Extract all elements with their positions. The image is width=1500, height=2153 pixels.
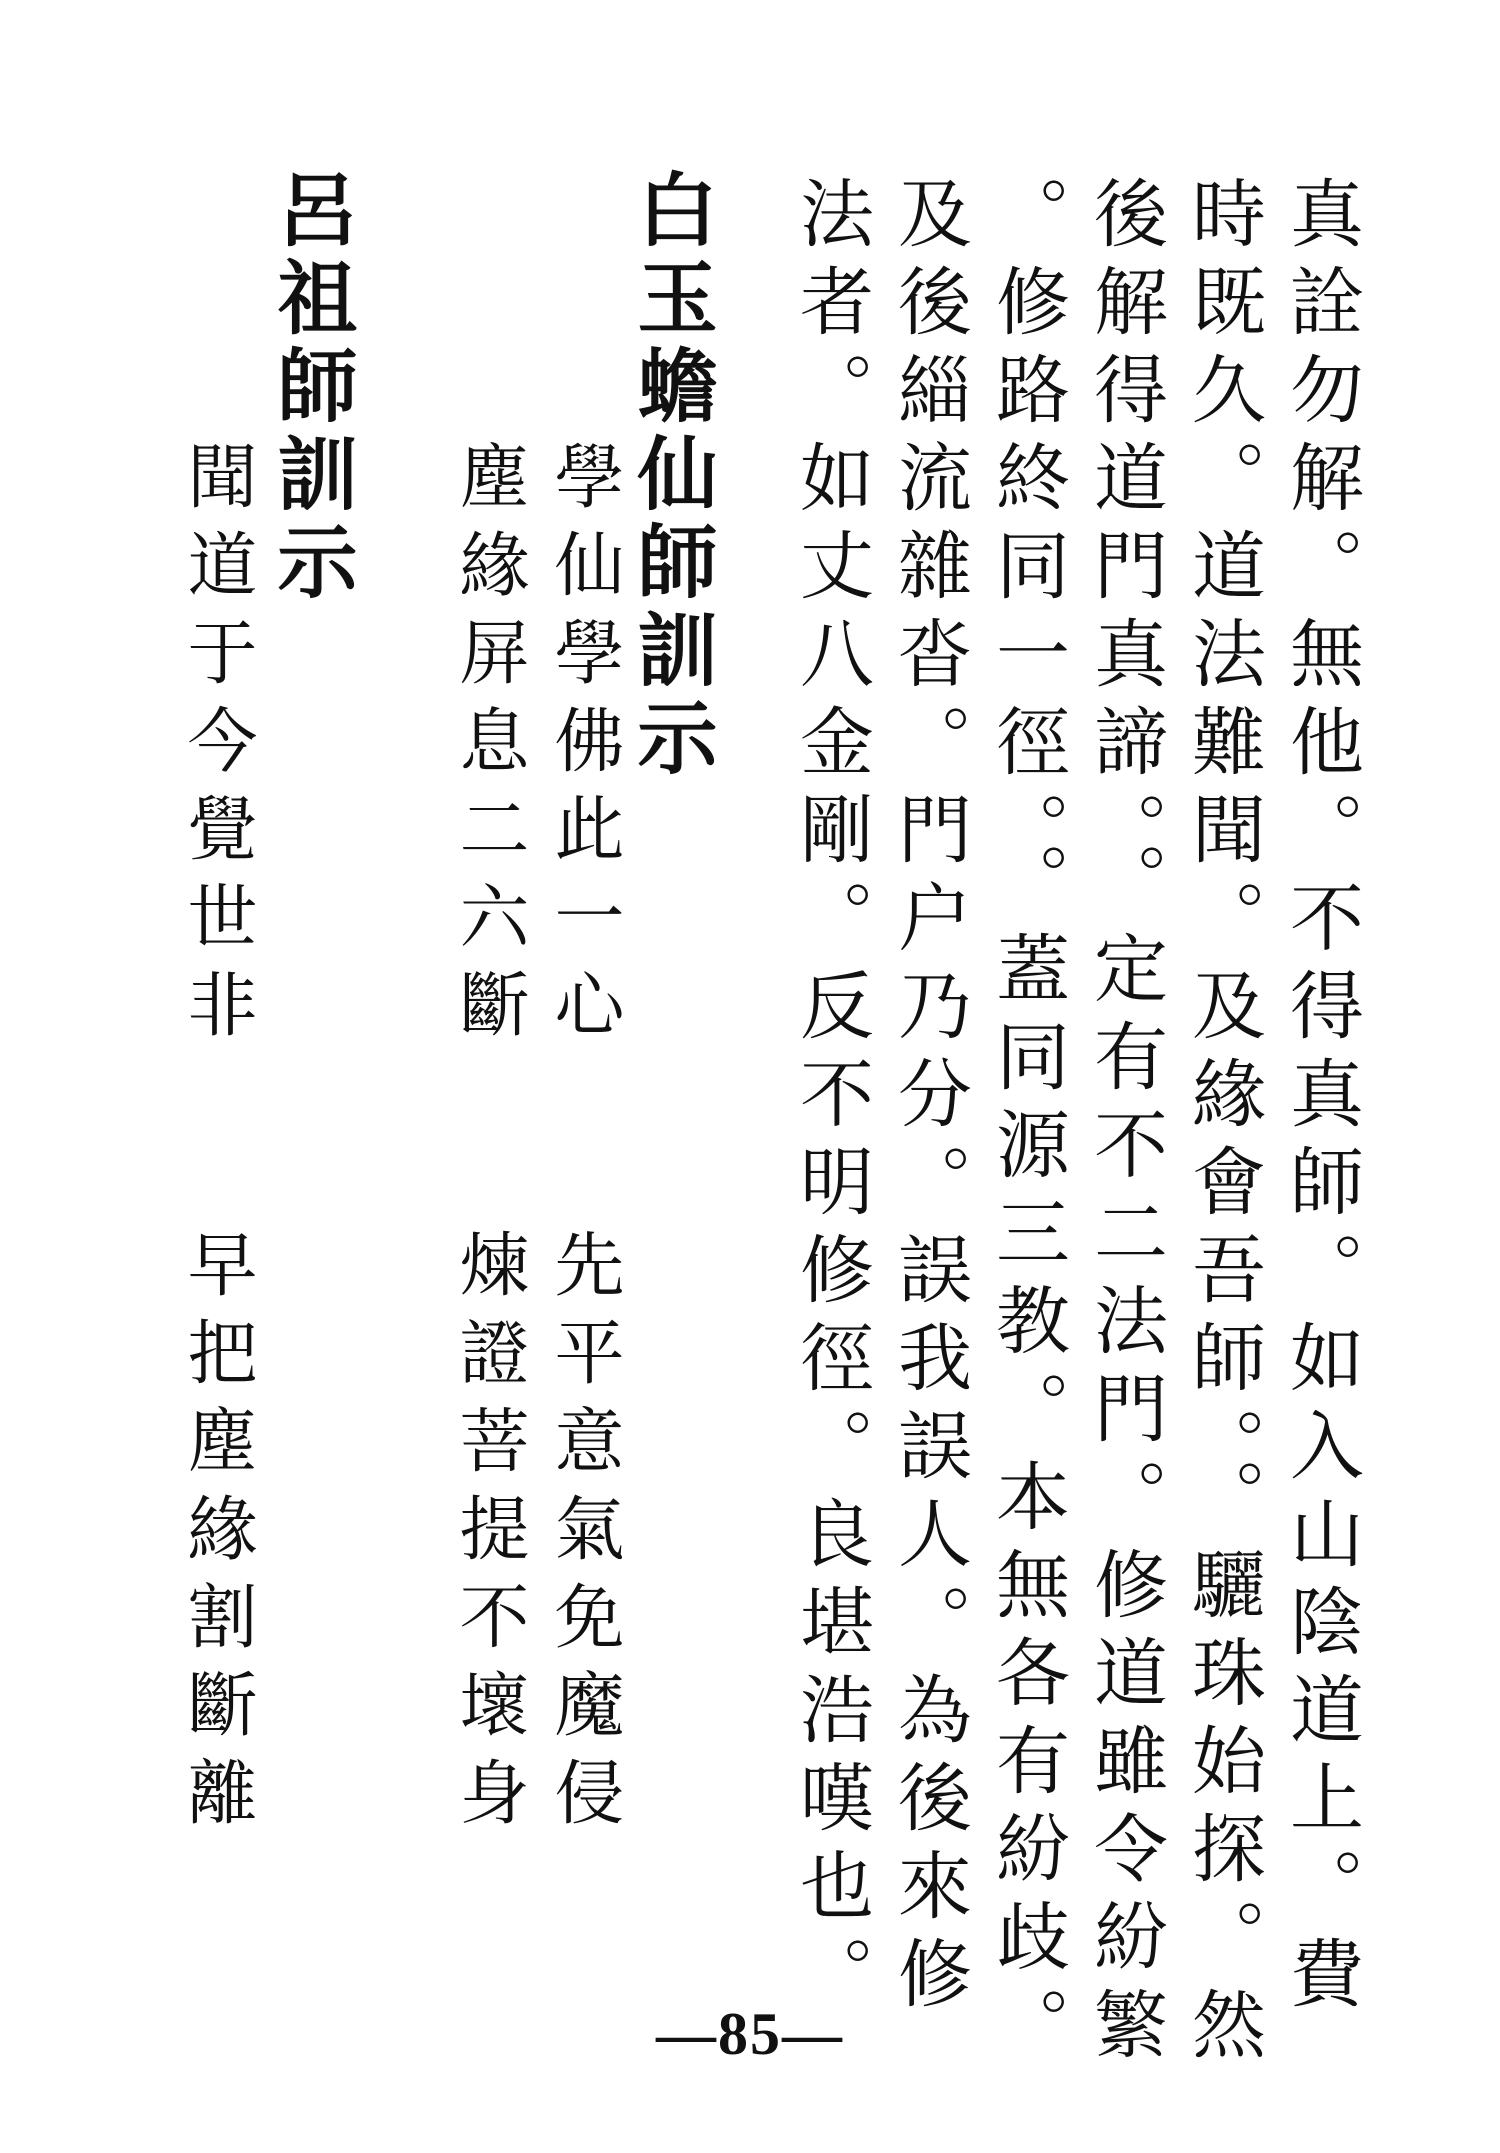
page-number: —85— [656, 2001, 844, 2067]
section-title-lvzu: 呂祖師訓示 [264, 168, 357, 608]
body-column-6: 法者。如丈八金剛。反不明修徑。良堪浩嘆也。 [788, 175, 874, 2023]
section-title-baiyuchan: 白玉蟾仙師訓示 [624, 168, 717, 784]
verse-baiyuchan-upper-1: 學仙學佛此一心 [543, 440, 625, 1056]
verse-baiyuchan-upper-2: 塵緣屏息二六斷 [448, 440, 530, 1056]
verse-baiyuchan-lower-2: 煉證菩提不壞身 [448, 1228, 530, 1844]
body-column-5: 及後緇流雜沓。門户乃分。誤我誤人。為後來修 [886, 175, 972, 2023]
verse-lvzu-lower-1: 早把塵緣割斷離 [176, 1228, 258, 1844]
body-column-4: 。修路終同一徑。。蓋同源三教。本無各有紛歧。 [984, 175, 1070, 2074]
body-column-2: 時既久。道法難聞。及緣會吾師。。驪珠始探。然 [1180, 175, 1266, 2074]
body-column-1: 真詮勿解。無他。不得真師。如入山陰道上。費 [1278, 175, 1364, 2023]
verse-lvzu-upper-1: 聞道于今覺世非 [176, 440, 258, 1056]
verse-baiyuchan-lower-1: 先平意氣免魔侵 [543, 1228, 625, 1844]
body-column-3: 後解得道門真諦。。定有不二法門。修道雖令紛繁 [1082, 175, 1168, 2074]
